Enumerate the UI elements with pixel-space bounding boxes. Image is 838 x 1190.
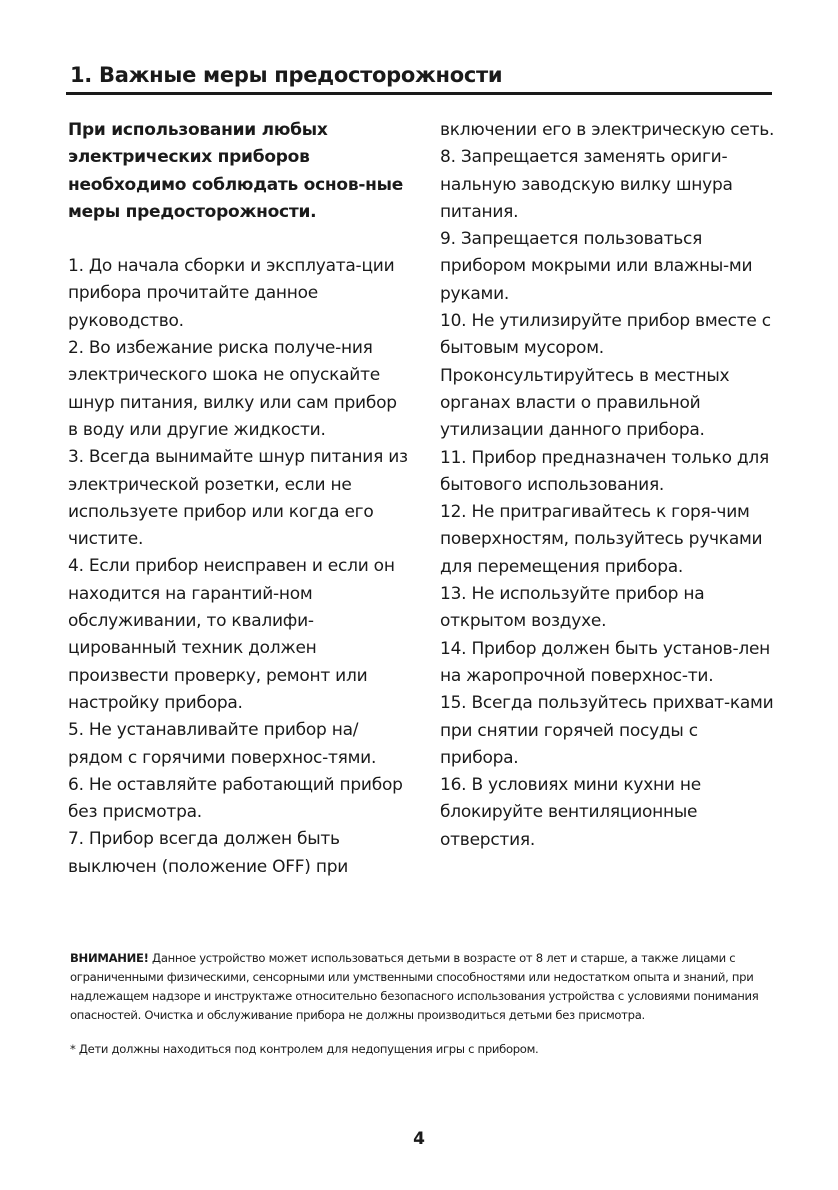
safety-item: 15. Всегда пользуйтесь прихват-ками при снятии горячей посуды с прибора. — [440, 693, 774, 768]
warning-text: Данное устройство может использоваться детьми в возрасте от 8 лет и старше, а также лицами с ограниченными физическими, сенсорными или умственными способностями или недостатком опыта и знаний, при надлежащем надзоре и инструктаже относительно безопасного использования устройства с условиями понимания опасностей. Очистка и обслуживание прибора не должны производиться детьми без присмотра. — [70, 951, 759, 1022]
intro-text: При использовании любых электрических приборов необходимо соблюдать основ-ные меры предосторожности. — [68, 120, 404, 222]
title-divider — [66, 92, 772, 95]
safety-item: 3. Всегда вынимайте шнур питания из электрической розетки, если не используете прибор или когда его чистите. — [68, 447, 408, 550]
safety-item: 14. Прибор должен быть установ-лен на жаропрочной поверхнос-ти. — [440, 638, 771, 686]
safety-item: 5. Не устанавливайте прибор на/рядом с горячими поверхнос-тями. — [68, 720, 377, 768]
safety-item: 8. Запрещается заменять ориги-нальную заводскую вилку шнура питания. — [440, 147, 733, 222]
safety-item: 10. Не утилизируйте прибор вместе с бытовым мусором. Проконсультируйтесь в местных органах власти о правильной утилизации данного прибора. — [440, 311, 771, 441]
page-title: 1. Важные меры предосторожности — [70, 63, 503, 87]
right-column — [440, 117, 780, 854]
safety-item: включении его в электрическую сеть. — [440, 120, 775, 140]
safety-item: 9. Запрещается пользоваться прибором мокрыми или влажны-ми руками. — [440, 229, 753, 304]
safety-item: 1. До начала сборки и эксплуата-ции прибора прочитайте данное руководство. — [68, 256, 395, 331]
page-number: 4 — [413, 1129, 425, 1149]
safety-item: 4. Если прибор неисправен и если он находится на гарантий-ном обслуживании, то квалифи-цированный техник должен произвести проверку, ремонт или настройку прибора. — [68, 556, 395, 713]
safety-item: 12. Не притрагивайтесь к горя-чим поверхностям, пользуйтесь ручками для перемещения прибора. — [440, 502, 763, 577]
safety-item: 11. Прибор предназначен только для бытового использования. — [440, 447, 769, 495]
safety-item: 6. Не оставляйте работающий прибор без присмотра. — [68, 774, 403, 823]
safety-item: 13. Не используйте прибор на открытом воздухе. — [440, 584, 705, 632]
warning-block — [70, 949, 776, 1025]
children-note: * Дети должны находиться под контролем для недопущения игры с прибором. — [70, 1042, 539, 1056]
safety-item: 16. В условиях мини кухни не блокируйте вентиляционные отверстия. — [440, 775, 701, 850]
safety-item: 2. Во избежание риска получе-ния электрического шока не опускайте шнур питания, вилку или сам прибор в воду или другие жидкости. — [68, 338, 397, 440]
left-column — [68, 117, 408, 881]
warning-label: ВНИМАНИЕ! — [70, 951, 149, 965]
safety-item: 7. Прибор всегда должен быть выключен (положение OFF) при — [68, 829, 349, 877]
